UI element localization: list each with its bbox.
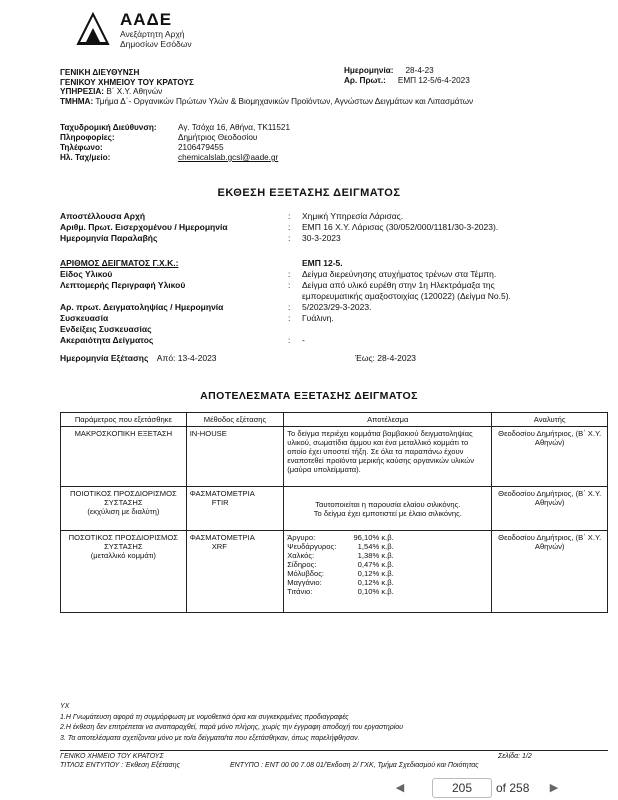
info-block [60, 211, 592, 244]
result-cell: Το δείγμα περιέχει κομμάτια βαμβακιού δειγματοληψίας υλικού, σωματίδια άμμου και ένα μεταλλικό κομμάτι το οποίο έχει υποστεί τήξη. Σε όλα τα παραπάνω έχουν εναποτεθεί προϊόντα μερικής καύσης οργανικών υλικών (μαύρα υπολείμματα). [284, 427, 492, 487]
analyst-cell: Θεοδοσίου Δημήτριος, (Β΄ Χ.Υ. Αθηνών) [492, 531, 608, 613]
element-name: Άργυρο: [287, 533, 316, 542]
param-cell [61, 487, 187, 531]
element-pct: 96,10% [353, 533, 380, 542]
param-cell [61, 531, 187, 613]
info-label: Αριθμ. Πρωτ. Εισερχομένου / Ημερομηνία [60, 222, 228, 232]
result-line: Ταυτοποιείται η παρουσία ελαίου σιλικόνης. [315, 499, 461, 509]
info-row [60, 211, 592, 222]
aade-logo-icon [76, 12, 110, 46]
result-cell [284, 531, 492, 613]
result-cell [284, 487, 492, 531]
footer-form-code: ΕΝΤΥΠΟ : ΕΝΤ 00 00 7.08 01/Έκδοση 2/ ΓΧΚ, Τμήμα Σχεδιασμού και Ποιότητας [230, 762, 479, 769]
sample-packaging-label: Συσκευασία [60, 313, 109, 323]
composition-row [287, 551, 488, 560]
header-department-label: ΤΜΗΜΑ: [60, 96, 94, 106]
element-unit: κ.β. [381, 533, 394, 542]
contact-phone-value: 2106479455 [178, 143, 224, 152]
results-title: ΑΠΟΤΕΛΕΣΜΑΤΑ ΕΞΕΤΑΣΗΣ ΔΕΙΓΜΑΤΟΣ [200, 390, 418, 402]
logo-subtitle-line2: Δημοσίων Εσόδων [120, 39, 192, 49]
info-value: 30-3-2023 [302, 233, 341, 243]
exam-date-to: Έως: 28-4-2023 [355, 353, 417, 363]
footnote: 3. Τα αποτελέσματα σχετίζονται μόνο με το/α δείγματα/τα που εξετάσθηκαν, όπως παρελήφθησαν. [60, 734, 360, 742]
method-cell [186, 531, 284, 613]
sample-type-value: Δείγμα διερεύνησης ατυχήματος τρένων στα Τέμπη. [302, 269, 497, 279]
info-sep: : [288, 233, 291, 243]
exam-dates-row [60, 353, 416, 364]
element-unit: κ.β. [381, 551, 394, 560]
sample-type-label: Είδος Υλικού [60, 269, 113, 279]
header-line1: ΓΕΝΙΚΗ ΔΙΕΥΘΥΝΣΗ [60, 68, 140, 77]
info-row [60, 222, 592, 233]
element-name: Ψευδάργυρος: [287, 542, 337, 551]
prev-page-icon[interactable]: ◀ [395, 782, 405, 794]
header-service-value: Β΄ Χ.Υ. Αθηνών [106, 87, 163, 96]
element-unit: κ.β. [381, 587, 394, 596]
sample-desc-label: Λεπτομερής Περιγραφή Υλικού [60, 280, 186, 290]
contact-info-label: Πληροφορίες: [60, 133, 115, 142]
header-date-value: 28-4-23 [405, 66, 434, 75]
sample-number-value: ΕΜΠ 12-5. [302, 258, 343, 268]
sample-integrity-value: - [302, 335, 305, 345]
contact-email-label: Ηλ. Ταχ/μείο: [60, 153, 111, 162]
sample-sampling-value: 5/2023/29-3-2023. [302, 302, 372, 312]
footnote-initials: ΥΧ [60, 703, 70, 710]
contact-block [60, 123, 290, 163]
header-protocol [344, 76, 470, 86]
header-date-label: Ημερομηνία: [344, 66, 394, 75]
table-row [61, 487, 608, 531]
element-unit: κ.β. [381, 542, 394, 551]
composition-row [287, 578, 488, 587]
element-name: Χαλκός: [287, 551, 315, 560]
header-department [60, 97, 473, 107]
method-cell [186, 427, 284, 487]
info-label: Αποστέλλουσα Αρχή [60, 211, 146, 221]
table-row [61, 427, 608, 487]
header-department-value: Τμήμα Δ΄- Οργανικών Πρώτων Υλών & Βιομηχανικών Προϊόντων, Αγνώστων Δειγμάτων και Λιπασμάτων [95, 96, 474, 106]
element-pct: 0,47% [357, 560, 380, 569]
element-pct: 0,12% [357, 569, 380, 578]
next-page-icon[interactable]: ▶ [549, 782, 559, 794]
result-line: Το δείγμα έχει εμποτιστεί με έλαιο σιλικόνης. [313, 508, 462, 518]
sample-desc-row-2 [60, 291, 602, 302]
element-unit: κ.β. [381, 560, 394, 569]
element-name: Τιτάνιο: [287, 587, 313, 596]
contact-info [60, 133, 290, 143]
composition-row [287, 533, 488, 542]
element-name: Μόλυβδος: [287, 569, 324, 578]
method-line: IN-HOUSE [189, 429, 227, 438]
element-name: Μαγγάνιο: [287, 578, 322, 587]
element-pct: 1,54% [357, 542, 380, 551]
logo-title: ΑΑΔΕ [120, 10, 173, 29]
footnote: 2.Η έκθεση δεν επιτρέπεται να αναπαραχθεί, παρά μόνο πλήρης, χωρίς την έγγραφη αποδοχή του εργαστηρίου [60, 724, 404, 731]
header-date [344, 66, 470, 76]
contact-info-value: Δημήτριος Θεοδοσίου [178, 133, 258, 142]
param-text: ΠΟΣΟΤΙΚΟΣ ΠΡΟΣΔΙΟΡΙΣΜΟΣ ΣΥΣΤΑΣΗΣ [68, 533, 178, 551]
contact-phone-label: Τηλέφωνο: [60, 143, 103, 152]
sample-integrity-row: Ακεραιότητα Δείγματος : - [60, 335, 602, 346]
contact-address-label: Ταχυδρομική Διεύθυνση: [60, 123, 157, 132]
element-pct: 0,10% [357, 587, 380, 596]
results-table [60, 412, 608, 613]
analyst-cell: Θεοδοσίου Δημήτριος, (Β΄ Χ.Υ. Αθηνών) [492, 427, 608, 487]
sample-sampling-label: Αρ. πρωτ. Δειγματοληψίας / Ημερομηνία [60, 302, 224, 312]
header-line2: ΓΕΝΙΚΟΥ ΧΗΜΕΙΟΥ ΤΟΥ ΚΡΑΤΟΥΣ [60, 77, 194, 87]
param-note: (μεταλλικό κομμάτι) [90, 551, 156, 560]
method-line: XRF [211, 542, 227, 551]
sample-integrity-label: Ακεραιότητα Δείγματος [60, 335, 154, 345]
footnotes [60, 702, 403, 744]
sample-block [60, 258, 602, 346]
sample-packaging-row: Συσκευασία : Γυάλινη. [60, 313, 602, 324]
info-value: ΕΜΠ 16 Χ.Υ. Λάρισας (30/052/000/1181/30-3-2023). [302, 222, 499, 232]
page-total: of 258 [496, 781, 530, 795]
composition-row [287, 560, 488, 569]
logo-subtitle-line1: Ανεξάρτητη Αρχή [120, 29, 185, 39]
footer-divider [60, 750, 608, 751]
sample-indications-row [60, 324, 602, 335]
sample-desc-value-2: εμπορευματικής αμαξοστοιχίας (120022) (Δείγμα No.5). [302, 291, 511, 301]
table-header-cell: Αποτέλεσμα [284, 413, 492, 427]
page-navigator [388, 776, 618, 800]
info-sep: : [288, 222, 291, 232]
sample-indications-label: Ενδείξεις Συσκευασίας [60, 324, 152, 334]
composition-row [287, 542, 488, 551]
table-header-cell: Μέθοδος εξέτασης [186, 413, 284, 427]
exam-date-from: Από: 13-4-2023 [156, 353, 217, 363]
method-line: ΦΑΣΜΑΤΟΜΕΤΡΙΑ [189, 489, 255, 498]
method-line: ΦΑΣΜΑΤΟΜΕΤΡΙΑ [189, 533, 255, 542]
sample-desc-value-1: Δείγμα από υλικό ευρέθη στην 1η Ηλεκτράμαξα της [302, 280, 495, 290]
table-row [61, 531, 608, 613]
sample-sampling-row: Αρ. πρωτ. Δειγματοληψίας / Ημερομηνία : 5/2023/29-3-2023. [60, 302, 602, 313]
info-value: Χημική Υπηρεσία Λάρισας. [302, 211, 404, 221]
composition-row [287, 587, 488, 596]
contact-phone [60, 143, 290, 153]
contact-address [60, 123, 290, 133]
sample-packaging-value: Γυάλινη. [302, 313, 334, 323]
exam-date-label: Ημερομηνία Εξέτασης [60, 353, 149, 363]
element-unit: κ.β. [381, 569, 394, 578]
info-label: Ημερομηνία Παραλαβής [60, 233, 158, 243]
param-cell: ΜΑΚΡΟΣΚΟΠΙΚΗ ΕΞΕΤΑΣΗ [61, 427, 187, 487]
header-protocol-label: Αρ. Πρωτ.: [344, 76, 386, 85]
header-protocol-value: ΕΜΠ 12-5/6-4-2023 [397, 76, 470, 85]
logo-subtitle [120, 29, 192, 49]
sample-type-row: Είδος Υλικού : Δείγμα διερεύνησης ατυχήματος τρένων στα Τέμπη. [60, 269, 602, 280]
table-header-row [61, 413, 608, 427]
composition-row [287, 569, 488, 578]
footer-page-number: Σελίδα: 1/2 [498, 753, 532, 760]
table-header-cell: Αναλυτής [492, 413, 608, 427]
param-text: ΠΟΙΟΤΙΚΟΣ ΠΡΟΣΔΙΟΡΙΣΜΟΣ ΣΥΣΤΑΣΗΣ [69, 489, 177, 507]
footer-org: ΓΕΝΙΚΟ ΧΗΜΕΙΟ ΤΟΥ ΚΡΑΤΟΥΣ [60, 753, 164, 760]
contact-address-value: Αγ. Τσόχα 16, Αθήνα, ΤΚ11521 [178, 123, 291, 132]
footnote: 1.Η Γνωμάτευση αφορά τη συμμόρφωση με νομοθετικά όρια και συγκεκριμένες προδιαγραφές [60, 713, 349, 721]
element-pct: 1,38% [357, 551, 380, 560]
info-row [60, 233, 592, 244]
element-unit: κ.β. [381, 578, 394, 587]
sample-number-label: ΑΡΙΘΜΟΣ ΔΕΙΓΜΑΤΟΣ Γ.Χ.Κ.: [60, 258, 179, 268]
analyst-cell: Θεοδοσίου Δημήτριος, (Β΄ Χ.Υ. Αθηνών) [492, 487, 608, 531]
contact-email-link[interactable]: chemicalslab.gcsl@aade.gr [178, 153, 279, 162]
element-name: Σίδηρος: [287, 560, 317, 569]
contact-email [60, 153, 290, 163]
element-pct: 0,12% [357, 578, 380, 587]
page-number-input[interactable] [432, 778, 492, 798]
param-note: (εκχύλιση με διαλύτη) [87, 507, 160, 516]
table-header-cell: Παράμετρος που εξετάσθηκε [61, 413, 187, 427]
header-service [60, 87, 473, 97]
info-sep: : [288, 211, 291, 221]
report-title: ΕΚΘΕΣΗ ΕΞΕΤΑΣΗΣ ΔΕΙΓΜΑΤΟΣ [217, 187, 401, 199]
sample-desc-row: Λεπτομερής Περιγραφή Υλικού : Δείγμα από υλικό ευρέθη στην 1η Ηλεκτράμαξα της [60, 280, 602, 291]
footer-form-title: ΤΙΤΛΟΣ ΕΝΤΥΠΟΥ : Έκθεση Εξέτασης [60, 762, 181, 769]
method-cell [186, 487, 284, 531]
header-right [344, 66, 470, 86]
sample-number-row [60, 258, 602, 269]
header-service-label: ΥΠΗΡΕΣΙΑ: [60, 87, 105, 96]
method-line: FTIR [211, 498, 229, 507]
